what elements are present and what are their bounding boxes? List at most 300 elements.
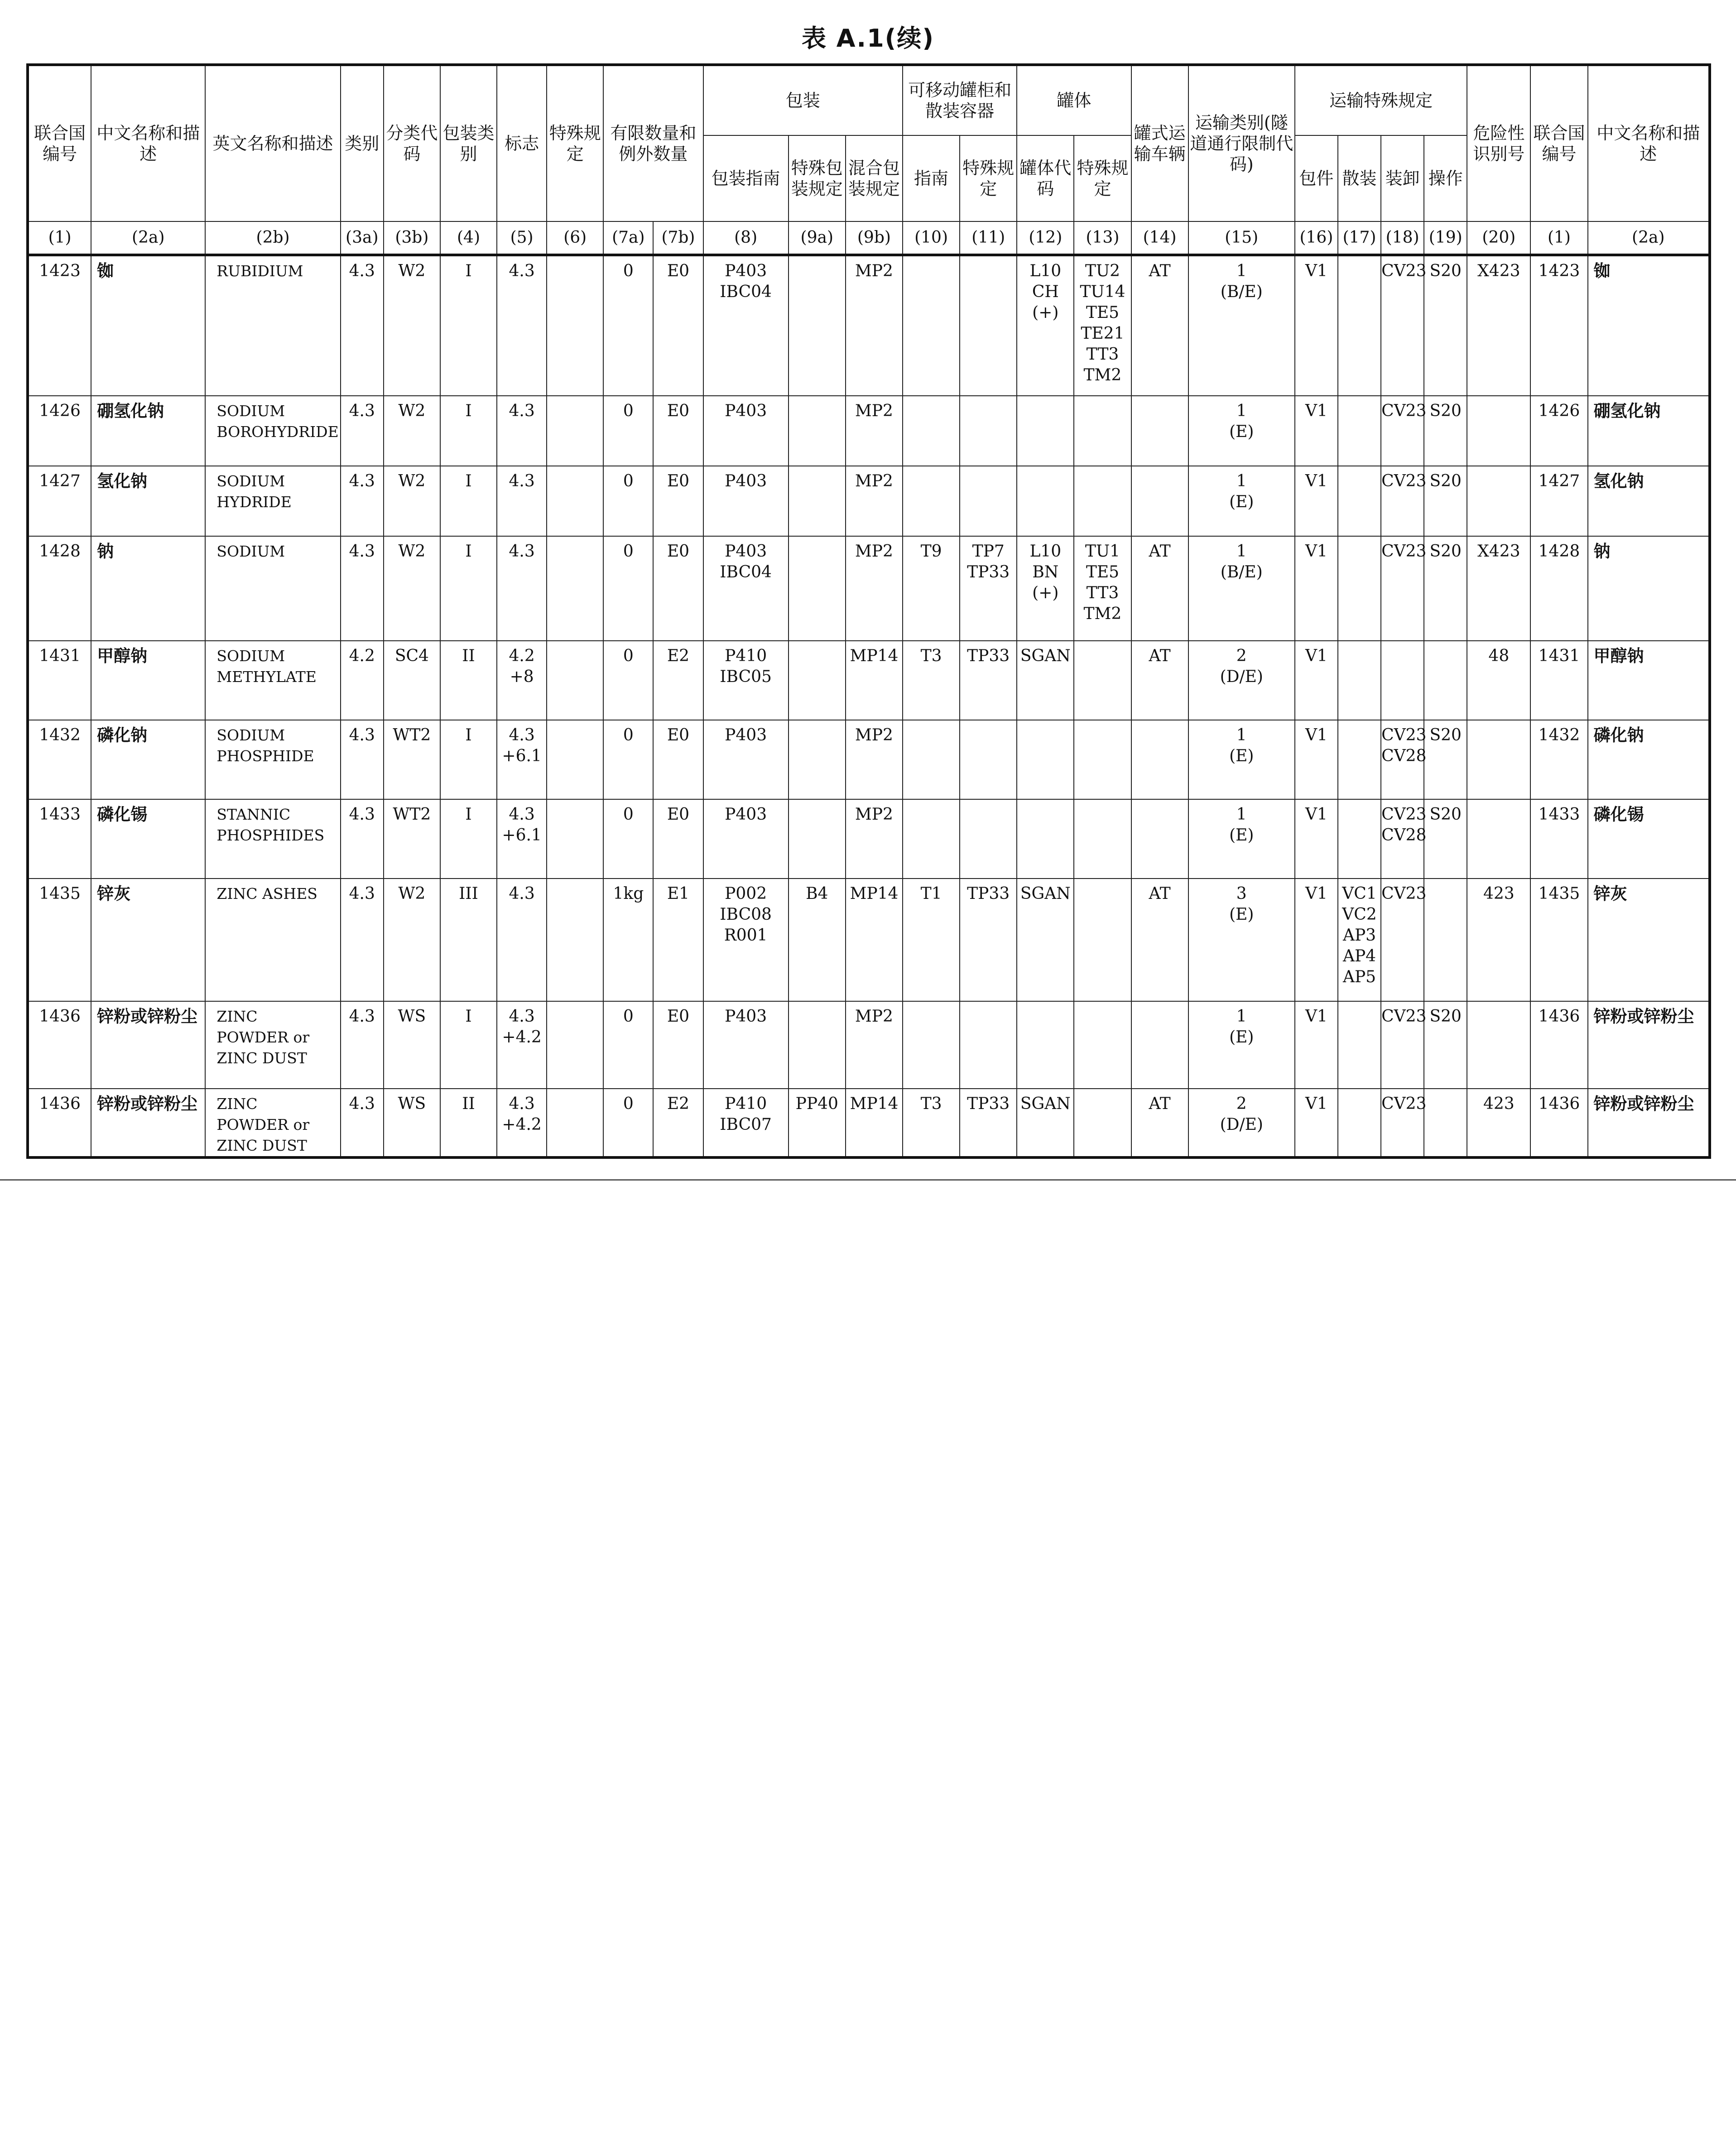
tank-code-cell	[1017, 1001, 1074, 1089]
cell-line: 4.3	[509, 1095, 535, 1113]
cell-line: 4.3	[509, 884, 535, 903]
mixed-pack-cell: MP14	[846, 879, 903, 1001]
cell-line: ZINC ASHES	[216, 885, 317, 903]
special-provisions-cell	[547, 536, 603, 641]
pack-group-cell: I	[440, 536, 497, 641]
cell-line: ZINC	[216, 1008, 258, 1025]
col-number: (14)	[1131, 221, 1188, 255]
limited-qty-cell: 0	[603, 1001, 653, 1089]
labels-cell	[497, 720, 547, 799]
un-no-right-cell: 1428	[1530, 536, 1587, 641]
ts-loading-cell	[1381, 720, 1427, 799]
pt-instr-cell	[903, 255, 960, 396]
cell-line: +6.1	[502, 747, 542, 765]
col-number: (3a)	[341, 221, 384, 255]
class-cell: 4.3	[341, 396, 384, 466]
col-number: (17)	[1338, 221, 1381, 255]
mixed-pack-cell: MP14	[846, 641, 903, 720]
class-cell: 4.3	[341, 1001, 384, 1089]
labels-cell	[497, 799, 547, 879]
hazard-id-cell	[1467, 720, 1530, 799]
header-pack-special: 特殊包装规定	[789, 135, 846, 221]
col-number: (6)	[547, 221, 603, 255]
cell-line: TE5	[1086, 563, 1120, 581]
cell-line: R001	[724, 926, 768, 945]
cell-line: (E)	[1229, 747, 1254, 765]
ts-loading-cell	[1381, 1089, 1427, 1157]
pack-special-cell: B4	[789, 879, 846, 1001]
cell-line: 1	[1236, 262, 1247, 280]
name-en-cell	[205, 1001, 340, 1089]
transport-cat-cell	[1188, 255, 1295, 396]
un-no-right-cell: 1426	[1530, 396, 1587, 466]
cell-line: ZINC DUST	[216, 1049, 307, 1067]
pt-instr-cell: T1	[903, 879, 960, 1001]
un-no-cell: 1436	[28, 1001, 91, 1089]
table-row	[28, 536, 1710, 641]
name-zh-right-cell: 锌粉或锌粉尘	[1588, 1001, 1710, 1089]
cell-line: METHYLATE	[216, 668, 317, 686]
pack-instr-cell	[703, 1001, 789, 1089]
ts-loading-cell	[1381, 799, 1427, 879]
pack-instr-cell	[703, 536, 789, 641]
ts-loading-cell	[1381, 879, 1427, 1001]
transport-cat-cell	[1188, 879, 1295, 1001]
transport-cat-cell	[1188, 641, 1295, 720]
pack-special-cell	[789, 641, 846, 720]
header-name-en: 英文名称和描述	[205, 65, 340, 221]
header-un-no: 联合国编号	[28, 65, 91, 221]
ts-loading-cell	[1381, 536, 1427, 641]
col-number: (18)	[1381, 221, 1424, 255]
labels-cell	[497, 879, 547, 1001]
special-provisions-cell	[547, 255, 603, 396]
header-tank-special: 特殊规定	[1074, 135, 1131, 221]
pt-special-cell	[960, 641, 1017, 720]
ts-package-cell: V1	[1295, 720, 1338, 799]
ts-package-cell: V1	[1295, 879, 1338, 1001]
ts-bulk-cell	[1338, 1001, 1381, 1089]
tank-special-cell	[1074, 641, 1131, 720]
tank-vehicle-cell	[1131, 466, 1188, 536]
class-code-cell: W2	[384, 466, 440, 536]
un-no-right-cell: 1436	[1530, 1089, 1587, 1157]
pt-special-cell	[960, 536, 1017, 641]
limited-qty-cell: 0	[603, 799, 653, 879]
hazard-id-cell: X423	[1467, 255, 1530, 396]
cell-line: +4.2	[502, 1028, 542, 1047]
header-mixed-pack: 混合包装规定	[846, 135, 903, 221]
excepted-qty-cell: E1	[653, 879, 703, 1001]
cell-line: 4.3	[509, 472, 535, 490]
ts-package-cell: V1	[1295, 466, 1338, 536]
dangerous-goods-table	[26, 63, 1711, 1159]
header-name-zh-right: 中文名称和描述	[1588, 65, 1710, 221]
cell-line: POWDER or	[216, 1116, 310, 1133]
cell-line: 2	[1236, 1095, 1247, 1113]
cell-line: (E)	[1229, 493, 1254, 511]
class-code-cell: W2	[384, 879, 440, 1001]
tank-special-cell	[1074, 255, 1131, 396]
hazard-id-cell	[1467, 396, 1530, 466]
pack-instr-cell	[703, 641, 789, 720]
pack-instr-cell	[703, 879, 789, 1001]
pt-special-cell	[960, 255, 1017, 396]
class-cell: 4.3	[341, 720, 384, 799]
cell-line: (D/E)	[1220, 1115, 1263, 1134]
name-zh-right-cell: 硼氢化钠	[1588, 396, 1710, 466]
cell-line: CV23	[1381, 262, 1427, 280]
class-code-cell: W2	[384, 396, 440, 466]
header-name-zh: 中文名称和描述	[91, 65, 205, 221]
class-code-cell: WT2	[384, 799, 440, 879]
col-number: (2a)	[91, 221, 205, 255]
class-code-cell: WS	[384, 1001, 440, 1089]
cell-line: PHOSPHIDES	[216, 826, 325, 844]
limited-qty-cell: 0	[603, 255, 653, 396]
ts-loading-cell	[1381, 641, 1424, 720]
name-en-cell	[205, 641, 340, 720]
pack-special-cell	[789, 536, 846, 641]
cell-line: (+)	[1032, 584, 1059, 602]
table-title: 表 A.1(续)	[801, 24, 935, 53]
hazard-id-cell: 48	[1467, 641, 1530, 720]
name-zh-right-cell: 甲醇钠	[1588, 641, 1710, 720]
name-zh-cell: 锌粉或锌粉尘	[91, 1089, 205, 1157]
transport-cat-cell	[1188, 466, 1295, 536]
table-row	[28, 466, 1710, 536]
pt-instr-cell	[903, 1001, 960, 1089]
cell-line: TT3	[1086, 584, 1119, 602]
cell-line: SODIUM	[216, 726, 285, 744]
header-un-no-right: 联合国编号	[1530, 65, 1587, 221]
col-number: (15)	[1188, 221, 1295, 255]
col-number: (7b)	[653, 221, 703, 255]
cell-line: 4.3	[509, 1007, 535, 1026]
name-zh-right-cell: 磷化锡	[1588, 799, 1710, 879]
ts-bulk-cell	[1338, 1089, 1381, 1157]
ts-package-cell: V1	[1295, 799, 1338, 879]
cell-line: VC1	[1342, 884, 1377, 903]
cell-line: TE21	[1081, 324, 1125, 343]
tank-special-cell	[1074, 466, 1131, 536]
class-code-cell: WT2	[384, 720, 440, 799]
col-number: (16)	[1295, 221, 1338, 255]
pack-special-cell	[789, 799, 846, 879]
class-code-cell: SC4	[384, 641, 440, 720]
pt-instr-cell: T9	[903, 536, 960, 641]
table-row	[28, 879, 1710, 1001]
tank-code-cell	[1017, 255, 1074, 396]
mixed-pack-cell: MP2	[846, 799, 903, 879]
ts-bulk-cell	[1338, 799, 1381, 879]
tank-code-cell	[1017, 879, 1074, 1001]
name-en-cell	[205, 1089, 340, 1157]
table-body	[28, 255, 1710, 1157]
col-number: (11)	[960, 221, 1017, 255]
pt-instr-cell	[903, 799, 960, 879]
header-pt-instr: 指南	[903, 135, 960, 221]
col-number: (2b)	[205, 221, 340, 255]
header-pt-special: 特殊规定	[960, 135, 1017, 221]
table-row	[28, 1001, 1710, 1089]
labels-cell	[497, 641, 547, 720]
name-en-cell	[205, 466, 340, 536]
name-zh-cell: 硼氢化钠	[91, 396, 205, 466]
un-no-right-cell: 1427	[1530, 466, 1587, 536]
special-provisions-cell	[547, 720, 603, 799]
pt-instr-cell	[903, 720, 960, 799]
cell-line: 4.2	[509, 647, 535, 665]
cell-line: L10	[1029, 262, 1062, 280]
name-en-cell	[205, 396, 340, 466]
cell-line: P403	[725, 402, 767, 420]
col-number: (8)	[703, 221, 789, 255]
pt-instr-cell	[903, 396, 960, 466]
name-en-cell	[205, 720, 340, 799]
tank-code-cell	[1017, 1089, 1074, 1157]
pack-group-cell: I	[440, 720, 497, 799]
header-class-code: 分类代码	[384, 65, 440, 221]
cell-line: L10	[1029, 542, 1062, 561]
cell-line: 4.3	[509, 262, 535, 280]
cell-line: 1	[1236, 1007, 1247, 1026]
un-no-right-cell: 1432	[1530, 720, 1587, 799]
transport-cat-cell	[1188, 396, 1295, 466]
limited-qty-cell: 0	[603, 396, 653, 466]
un-no-right-cell: 1435	[1530, 879, 1587, 1001]
ts-operation-cell	[1424, 1089, 1467, 1157]
pack-group-cell: II	[440, 1089, 497, 1157]
ts-package-cell: V1	[1295, 396, 1338, 466]
cell-line: CV23	[1381, 805, 1427, 824]
cell-line: 4.3	[509, 402, 535, 420]
pack-instr-cell	[703, 255, 789, 396]
cell-line: CV23	[1381, 542, 1427, 561]
col-number: (9b)	[846, 221, 903, 255]
name-zh-cell: 锌粉或锌粉尘	[91, 1001, 205, 1089]
ts-loading-cell	[1381, 396, 1427, 466]
header-transport-special: 运输特殊规定	[1295, 65, 1467, 135]
name-zh-cell: 氢化钠	[91, 466, 205, 536]
col-number: (4)	[440, 221, 497, 255]
pack-special-cell	[789, 1001, 846, 1089]
cell-line: (B/E)	[1220, 283, 1263, 301]
class-code-cell: W2	[384, 255, 440, 396]
cell-line: +8	[510, 667, 534, 686]
header-transport-cat: 运输类别(隧道通行限制代码)	[1188, 65, 1295, 221]
pt-instr-cell: T3	[903, 1089, 960, 1157]
name-zh-right-cell: 锌灰	[1588, 879, 1710, 1001]
pack-instr-cell	[703, 396, 789, 466]
special-provisions-cell	[547, 879, 603, 1001]
ts-bulk-cell	[1338, 879, 1381, 1001]
cell-line: IBC05	[720, 667, 772, 686]
cell-line: P403	[725, 542, 767, 561]
hazard-id-cell	[1467, 1001, 1530, 1089]
excepted-qty-cell: E0	[653, 536, 703, 641]
tank-vehicle-cell: AT	[1131, 641, 1188, 720]
name-zh-cell: 磷化锡	[91, 799, 205, 879]
pt-special-cell	[960, 720, 1017, 799]
cell-line: RUBIDIUM	[216, 262, 303, 280]
col-number: (13)	[1074, 221, 1131, 255]
class-cell: 4.3	[341, 879, 384, 1001]
col-number: (10)	[903, 221, 960, 255]
cell-line: SODIUM	[216, 543, 285, 560]
cell-line: SODIUM	[216, 647, 285, 665]
cell-line: TM2	[1083, 366, 1122, 384]
un-no-cell: 1436	[28, 1089, 91, 1157]
special-provisions-cell	[547, 1089, 603, 1157]
labels-cell	[497, 466, 547, 536]
cell-line: (E)	[1229, 826, 1254, 845]
cell-line: TT3	[1086, 345, 1119, 364]
header-ts-loading: 装卸	[1381, 135, 1424, 221]
ts-operation-cell: S20	[1424, 720, 1467, 799]
header-ts-operation: 操作	[1424, 135, 1467, 221]
excepted-qty-cell: E2	[653, 641, 703, 720]
dangerous-goods-table-frame	[26, 63, 1711, 1160]
table-row	[28, 396, 1710, 466]
pack-group-cell: I	[440, 1001, 497, 1089]
pack-group-cell: I	[440, 396, 497, 466]
ts-package-cell: V1	[1295, 1001, 1338, 1089]
excepted-qty-cell: E0	[653, 396, 703, 466]
cell-line: 4.3	[509, 726, 535, 744]
un-no-cell: 1423	[28, 255, 91, 396]
class-cell: 4.3	[341, 466, 384, 536]
mixed-pack-cell: MP14	[846, 1089, 903, 1157]
cell-line: (D/E)	[1220, 667, 1263, 686]
ts-bulk-cell	[1338, 641, 1381, 720]
class-cell: 4.3	[341, 1089, 384, 1157]
limited-qty-cell: 0	[603, 466, 653, 536]
name-zh-right-cell: 磷化钠	[1588, 720, 1710, 799]
tank-vehicle-cell	[1131, 1001, 1188, 1089]
col-number: (5)	[497, 221, 547, 255]
cell-line: CV23	[1381, 472, 1427, 490]
col-number: (1)	[1530, 221, 1587, 255]
cell-line: SGAN	[1020, 647, 1071, 665]
name-zh-cell: 磷化钠	[91, 720, 205, 799]
table-row	[28, 255, 1710, 396]
tank-special-cell	[1074, 720, 1131, 799]
mixed-pack-cell: MP2	[846, 255, 903, 396]
pack-group-cell: II	[440, 641, 497, 720]
table-row	[28, 799, 1710, 879]
header-portable-tanks: 可移动罐柜和散装容器	[903, 65, 1017, 135]
name-zh-cell: 甲醇钠	[91, 641, 205, 720]
col-number: (19)	[1424, 221, 1467, 255]
special-provisions-cell	[547, 799, 603, 879]
col-number: (2a)	[1588, 221, 1710, 255]
cell-line: P410	[725, 1095, 767, 1113]
cell-line: P002	[725, 884, 767, 903]
excepted-qty-cell: E0	[653, 799, 703, 879]
cell-line: TP33	[967, 647, 1010, 665]
hazard-id-cell: 423	[1467, 1089, 1530, 1157]
transport-cat-cell	[1188, 720, 1295, 799]
ts-package-cell: V1	[1295, 255, 1338, 396]
header-pack-instr: 包装指南	[703, 135, 789, 221]
tank-code-cell	[1017, 466, 1074, 536]
labels-cell	[497, 1089, 547, 1157]
tank-code-cell	[1017, 536, 1074, 641]
pack-special-cell	[789, 466, 846, 536]
name-zh-right-cell: 钠	[1588, 536, 1710, 641]
pack-group-cell: I	[440, 799, 497, 879]
excepted-qty-cell: E0	[653, 466, 703, 536]
mixed-pack-cell: MP2	[846, 536, 903, 641]
name-en-cell	[205, 536, 340, 641]
ts-operation-cell	[1424, 879, 1467, 1001]
class-cell: 4.3	[341, 536, 384, 641]
transport-cat-cell	[1188, 1089, 1295, 1157]
excepted-qty-cell: E0	[653, 255, 703, 396]
hazard-id-cell: X423	[1467, 536, 1530, 641]
col-number: (7a)	[603, 221, 653, 255]
ts-package-cell: V1	[1295, 536, 1338, 641]
labels-cell	[497, 1001, 547, 1089]
cell-line: BOROHYDRIDE	[216, 423, 339, 441]
tank-code-cell	[1017, 720, 1074, 799]
excepted-qty-cell: E0	[653, 720, 703, 799]
special-provisions-cell	[547, 1001, 603, 1089]
pack-instr-cell	[703, 1089, 789, 1157]
table-row	[28, 1089, 1710, 1157]
ts-operation-cell: S20	[1424, 396, 1467, 466]
ts-operation-cell: S20	[1424, 799, 1467, 879]
cell-line: HYDRIDE	[216, 493, 292, 511]
labels-cell	[497, 396, 547, 466]
cell-line: IBC08	[720, 905, 772, 924]
un-no-right-cell: 1436	[1530, 1001, 1587, 1089]
cell-line: STANNIC	[216, 806, 291, 823]
tank-code-cell	[1017, 396, 1074, 466]
tank-vehicle-cell: AT	[1131, 879, 1188, 1001]
cell-line: TP7	[972, 542, 1005, 561]
cell-line: P403	[725, 1007, 767, 1026]
name-en-cell	[205, 879, 340, 1001]
class-cell: 4.3	[341, 799, 384, 879]
col-number: (12)	[1017, 221, 1074, 255]
excepted-qty-cell: E2	[653, 1089, 703, 1157]
cell-line: (E)	[1229, 905, 1254, 924]
cell-line: TU14	[1080, 283, 1125, 301]
cell-line: (E)	[1229, 423, 1254, 441]
tank-vehicle-cell	[1131, 720, 1188, 799]
col-number: (3b)	[384, 221, 440, 255]
mixed-pack-cell: MP2	[846, 466, 903, 536]
mixed-pack-cell: MP2	[846, 720, 903, 799]
cell-line: SGAN	[1020, 884, 1071, 903]
tank-special-cell	[1074, 1089, 1131, 1157]
ts-operation-cell: S20	[1424, 536, 1467, 641]
cell-line: P403	[725, 262, 767, 280]
pack-group-cell: I	[440, 466, 497, 536]
cell-line: (+)	[1032, 303, 1059, 322]
header-hazard-id: 危险性识别号	[1467, 65, 1530, 221]
tank-vehicle-cell	[1131, 396, 1188, 466]
cell-line: +4.2	[502, 1115, 542, 1134]
cell-line: P403	[725, 726, 767, 744]
tank-vehicle-cell: AT	[1131, 1089, 1188, 1157]
cell-line: SGAN	[1020, 1095, 1071, 1113]
un-no-cell: 1426	[28, 396, 91, 466]
pack-instr-cell	[703, 720, 789, 799]
class-cell: 4.2	[341, 641, 384, 720]
